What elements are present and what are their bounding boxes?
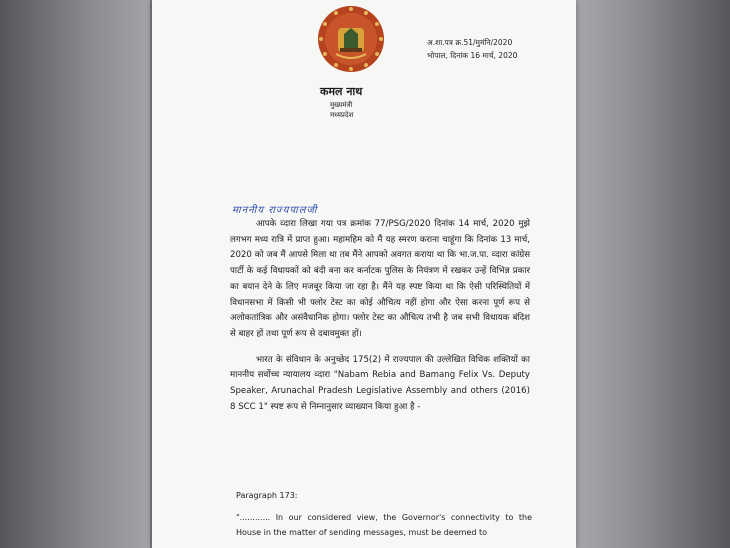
quoted-text: "............ In our considered view, the Governor's connectivity to the House in the matter of sending messages, must be deemed to [236, 513, 532, 537]
reference-block [427, 36, 517, 62]
body-paragraph-2: भारत के संविधान के अनुच्छेद 175(2) में राज्यपाल की उल्लेखित विधिक शक्तियों का माननीय सर्वोच्च न्यायालय व्दारा "Nabam Rebia and Bamang Felix Vs. Deputy Speaker, Arunachal Pradesh Legislative Assembly and others (2016) 8 SCC 1" स्पष्ट रूप से निम्नानुसार व्याख्यान किया हुआ है - [230, 354, 530, 412]
letter-body [230, 217, 530, 415]
letter-date: भोपाल, दिनांक 16 मार्च, 2020 [427, 51, 518, 60]
sender-name: कमल नाथ [320, 85, 363, 98]
state-emblem-icon [316, 4, 386, 74]
sender-state: मध्यप्रदेश [330, 111, 354, 119]
body-paragraph-1: आपके व्दारा लिखा गया पत्र क्रमांक 77/PSG/2020 दिनांक 14 मार्च, 2020 मुझे लगभग मध्य रात्रि में प्राप्त हुआ। महामहिम को मैं यह स्मरण कराना चाहूंगा कि दिनांक 13 मार्च, 2020 को जब मैं आपसे मिला था तब मैंने आपको अवगत कराया था कि भा.ज.पा. व्दारा कांग्रेस पार्टी के कई विधायकों को बंदी बना कर कर्नाटक पुलिस के नियंत्रण में रखकर उन्हें विभिन्न प्रकार का बयान देने के लिए मजबूर किया जा रहा है। मैंने यह स्पष्ट किया था कि ऐसी परिस्थितियों में विधानसभा में किसी भी फ्लोर टेस्ट का कोई औचित्य नहीं होगा और ऐसा करना पूर्ण रूप से अलोकतांत्रिक और असंवैधानिक होगा। फ्लोर टेस्ट का औचित्य तभी है जब सभी विधायक बंदिश से बाहर हों तथा पूर्ण रूप से दबावमुक्त हों। [230, 219, 530, 339]
paragraph-label: Paragraph 173: [236, 491, 298, 500]
background-blur-right [575, 0, 730, 548]
background-blur-left [0, 0, 150, 548]
handwritten-salutation: माननीय राज्यपालजी [232, 205, 318, 216]
letter-page [152, 0, 576, 548]
sender-designation: मुख्यमंत्री [330, 101, 353, 109]
reference-number: अ.शा.पत्र क्र.51/मुमंनि/2020 [427, 38, 513, 47]
